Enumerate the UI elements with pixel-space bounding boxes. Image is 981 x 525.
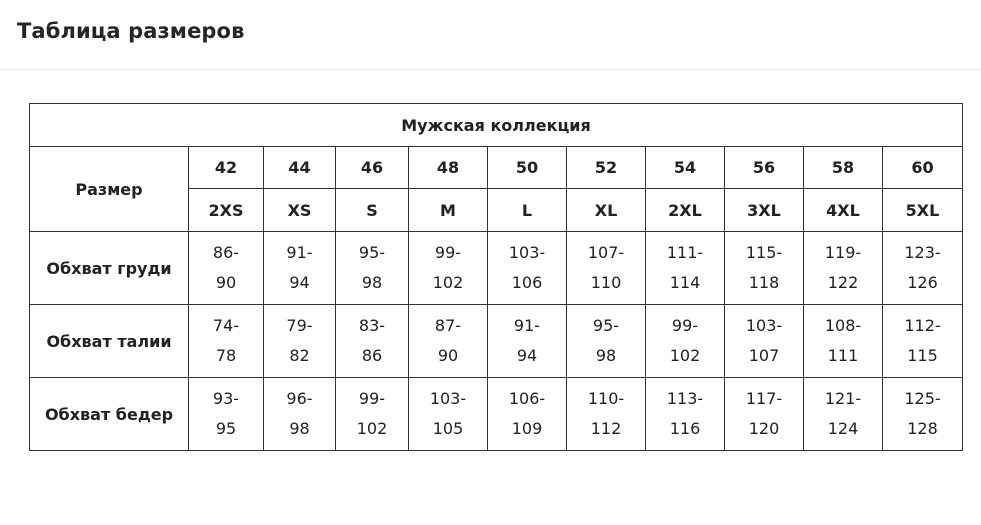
- range-start: 121-: [824, 389, 862, 408]
- range-start: 119-: [824, 243, 862, 262]
- range-end: 94: [516, 346, 538, 365]
- range-end: 102: [356, 419, 388, 438]
- range-end: 116: [669, 419, 701, 438]
- range-start: 86-: [212, 243, 240, 262]
- range-start: 99-: [434, 243, 462, 262]
- size-letter-cell: 2XL: [646, 189, 725, 232]
- measurement-cell: [567, 232, 646, 305]
- range-start: 123-: [904, 243, 941, 262]
- range-end: 102: [432, 273, 464, 292]
- range-start: 74-: [212, 316, 240, 335]
- range-end: 112: [590, 419, 622, 438]
- table-row: [30, 378, 963, 451]
- range-end: 128: [907, 419, 938, 438]
- table-row: [30, 305, 963, 378]
- range-end: 114: [669, 273, 701, 292]
- range-start: 99-: [358, 389, 386, 408]
- size-letter-cell: 5XL: [883, 189, 963, 232]
- measurement-cell: [409, 305, 488, 378]
- range-end: 90: [215, 273, 237, 292]
- size-number-cell: 46: [336, 147, 409, 189]
- row-label: Обхват груди: [30, 232, 189, 305]
- table-row: [30, 232, 963, 305]
- measurement-cell: [264, 305, 336, 378]
- range-end: 122: [827, 273, 859, 292]
- range-start: 106-: [508, 389, 546, 408]
- range-end: 94: [289, 273, 310, 292]
- range-start: 96-: [286, 389, 313, 408]
- size-letter-cell: M: [409, 189, 488, 232]
- range-start: 110-: [587, 389, 625, 408]
- row-label: Обхват талии: [30, 305, 189, 378]
- size-label: Размер: [30, 147, 189, 232]
- measurement-cell: [725, 378, 804, 451]
- range-start: 95-: [592, 316, 620, 335]
- measurement-cell: [264, 232, 336, 305]
- size-letter-cell: S: [336, 189, 409, 232]
- measurement-cell: [646, 232, 725, 305]
- range-end: 86: [361, 346, 383, 365]
- page-title: Таблица размеров: [17, 19, 245, 43]
- measurement-cell: [567, 378, 646, 451]
- range-start: 103-: [745, 316, 783, 335]
- range-start: 93-: [212, 389, 240, 408]
- size-letter-cell: 2XS: [189, 189, 264, 232]
- measurement-cell: [488, 305, 567, 378]
- range-start: 112-: [904, 316, 941, 335]
- range-start: 103-: [429, 389, 467, 408]
- range-end: 82: [289, 346, 310, 365]
- range-end: 115: [907, 346, 938, 365]
- range-start: 83-: [358, 316, 386, 335]
- range-start: 87-: [434, 316, 462, 335]
- range-start: 107-: [587, 243, 625, 262]
- measurement-cell: [646, 378, 725, 451]
- size-number-cell: 50: [488, 147, 567, 189]
- measurement-cell: [189, 305, 264, 378]
- measurement-cell: [336, 232, 409, 305]
- page-header: [0, 0, 981, 70]
- table-caption: Мужская коллекция: [30, 104, 963, 147]
- range-start: 95-: [358, 243, 386, 262]
- measurement-cell: [336, 305, 409, 378]
- range-end: 98: [595, 346, 617, 365]
- range-end: 95: [215, 419, 237, 438]
- range-end: 90: [437, 346, 459, 365]
- size-number-cell: 52: [567, 147, 646, 189]
- size-letter-cell: 4XL: [804, 189, 883, 232]
- range-start: 115-: [745, 243, 783, 262]
- measurement-cell: [189, 232, 264, 305]
- size-number-cell: 44: [264, 147, 336, 189]
- measurement-cell: [883, 378, 963, 451]
- range-end: 102: [669, 346, 701, 365]
- range-end: 98: [289, 419, 310, 438]
- measurement-cell: [646, 305, 725, 378]
- measurement-cell: [189, 378, 264, 451]
- range-end: 126: [907, 273, 938, 292]
- size-number-cell: 60: [883, 147, 963, 189]
- range-end: 124: [827, 419, 859, 438]
- size-number-cell: 42: [189, 147, 264, 189]
- size-letter-cell: XL: [567, 189, 646, 232]
- measurement-cell: [264, 378, 336, 451]
- range-end: 111: [827, 346, 859, 365]
- range-end: 118: [748, 273, 780, 292]
- measurement-cell: [804, 378, 883, 451]
- measurement-cell: [488, 378, 567, 451]
- range-end: 78: [215, 346, 237, 365]
- measurement-cell: [804, 305, 883, 378]
- range-end: 105: [432, 419, 464, 438]
- range-start: 99-: [671, 316, 699, 335]
- range-end: 98: [361, 273, 383, 292]
- size-number-cell: 56: [725, 147, 804, 189]
- range-start: 125-: [904, 389, 941, 408]
- range-start: 113-: [666, 389, 704, 408]
- measurement-cell: [336, 378, 409, 451]
- measurement-cell: [725, 232, 804, 305]
- size-letter-cell: 3XL: [725, 189, 804, 232]
- range-end: 110: [590, 273, 622, 292]
- measurement-cell: [883, 305, 963, 378]
- size-number-cell: 54: [646, 147, 725, 189]
- range-end: 120: [748, 419, 780, 438]
- row-label: Обхват бедер: [30, 378, 189, 451]
- size-number-cell: 58: [804, 147, 883, 189]
- range-start: 111-: [666, 243, 704, 262]
- size-letter-cell: L: [488, 189, 567, 232]
- range-end: 106: [511, 273, 543, 292]
- measurement-cell: [883, 232, 963, 305]
- range-start: 117-: [745, 389, 783, 408]
- range-end: 107: [748, 346, 780, 365]
- size-table: [29, 103, 963, 451]
- measurement-cell: [804, 232, 883, 305]
- range-start: 91-: [286, 243, 313, 262]
- size-letter-cell: XS: [264, 189, 336, 232]
- measurement-cell: [488, 232, 567, 305]
- measurement-cell: [409, 378, 488, 451]
- measurement-cell: [567, 305, 646, 378]
- range-end: 109: [511, 419, 543, 438]
- range-start: 108-: [824, 316, 862, 335]
- range-start: 91-: [513, 316, 541, 335]
- measurement-cell: [409, 232, 488, 305]
- measurement-cell: [725, 305, 804, 378]
- range-start: 103-: [508, 243, 546, 262]
- range-start: 79-: [286, 316, 313, 335]
- size-number-cell: 48: [409, 147, 488, 189]
